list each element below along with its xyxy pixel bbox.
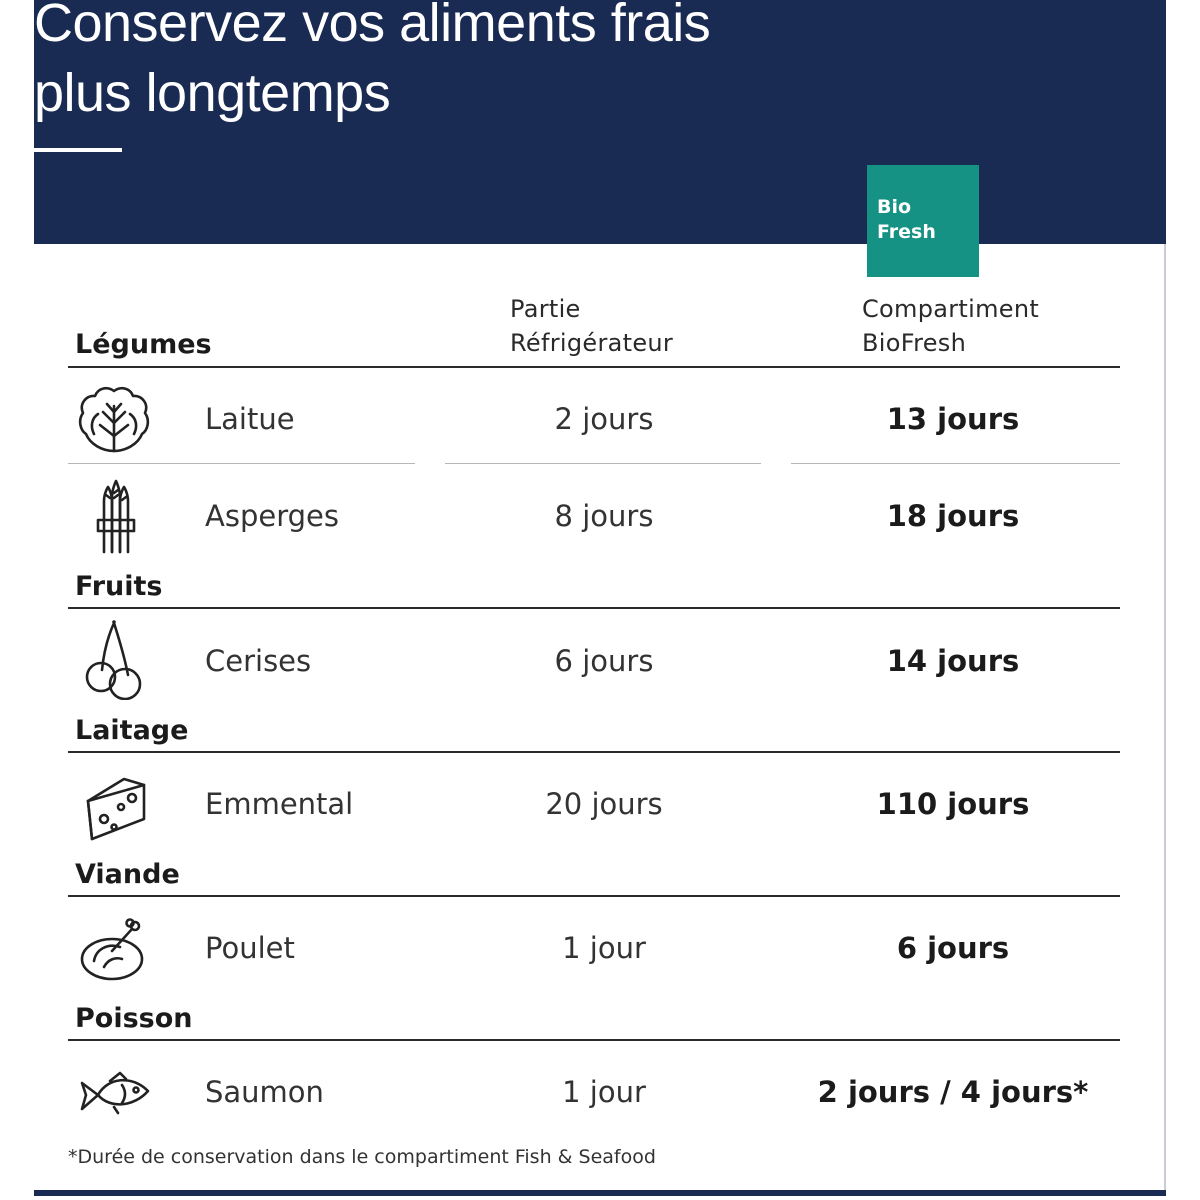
logo-line-2: Fresh (877, 221, 936, 243)
fish-icon (74, 1051, 154, 1131)
table-row-cerises (34, 615, 1166, 705)
refrigerator-duration: 20 jours (545, 787, 663, 821)
column-header-refrigerator-line-2: Réfrigérateur (510, 329, 674, 357)
column-header-biofresh-line-1: Compartiment (862, 295, 1040, 323)
column-header-refrigerator (510, 292, 673, 360)
food-name: Poulet (205, 931, 295, 965)
section-divider (68, 751, 1120, 753)
cheese-icon (74, 763, 154, 843)
biofresh-duration: 6 jours (896, 931, 1010, 965)
biofresh-duration: 2 jours / 4 jours* (817, 1075, 1089, 1109)
biofresh-logo (867, 165, 979, 277)
section-divider (68, 1039, 1120, 1041)
storage-table-card (34, 0, 1166, 1196)
table-row-saumon (34, 1046, 1166, 1136)
title-underline (34, 148, 122, 152)
table-row-laitue (34, 373, 1166, 463)
section-divider (68, 895, 1120, 897)
biofresh-duration: 13 jours (886, 402, 1020, 436)
food-name: Asperges (205, 499, 339, 533)
biofresh-duration: 14 jours (886, 644, 1020, 678)
category-legumes: Légumes (75, 329, 212, 360)
card-bottom-border (34, 1190, 1166, 1196)
biofresh-duration: 18 jours (886, 499, 1020, 533)
food-name: Saumon (205, 1075, 324, 1109)
footnote: *Durée de conservation dans le compartiment Fish & Seafood (68, 1146, 656, 1168)
category-viande: Viande (75, 859, 180, 890)
header-banner (34, 0, 1166, 244)
refrigerator-duration: 6 jours (554, 644, 654, 678)
category-laitage: Laitage (75, 715, 189, 746)
row-divider (791, 463, 1120, 464)
table-row-poulet (34, 902, 1166, 992)
row-divider (445, 463, 761, 464)
cherries-icon (74, 620, 154, 700)
section-divider (68, 366, 1120, 368)
row-divider (68, 463, 415, 464)
column-header-biofresh-line-2: BioFresh (862, 329, 967, 357)
logo-line-1: Bio (877, 196, 912, 218)
column-header-biofresh (862, 292, 1039, 360)
lettuce-icon (74, 378, 154, 458)
food-name: Emmental (205, 787, 354, 821)
section-divider (68, 607, 1120, 609)
biofresh-duration: 110 jours (876, 787, 1030, 821)
refrigerator-duration: 8 jours (554, 499, 654, 533)
asparagus-icon (74, 475, 154, 555)
title-line-2: plus longtemps (34, 63, 391, 123)
food-name: Cerises (205, 644, 312, 678)
refrigerator-duration: 2 jours (554, 402, 654, 436)
food-name: Laitue (205, 402, 295, 436)
category-fruits: Fruits (75, 571, 163, 602)
table-row-asperges (34, 470, 1166, 560)
chicken-icon (74, 907, 154, 987)
refrigerator-duration: 1 jour (562, 1075, 646, 1109)
category-poisson: Poisson (75, 1003, 193, 1034)
table-row-emmental (34, 758, 1166, 848)
title-line-1: Conservez vos aliments frais (34, 0, 711, 53)
column-header-refrigerator-line-1: Partie (510, 295, 581, 323)
refrigerator-duration: 1 jour (562, 931, 646, 965)
page-title (34, 0, 710, 128)
